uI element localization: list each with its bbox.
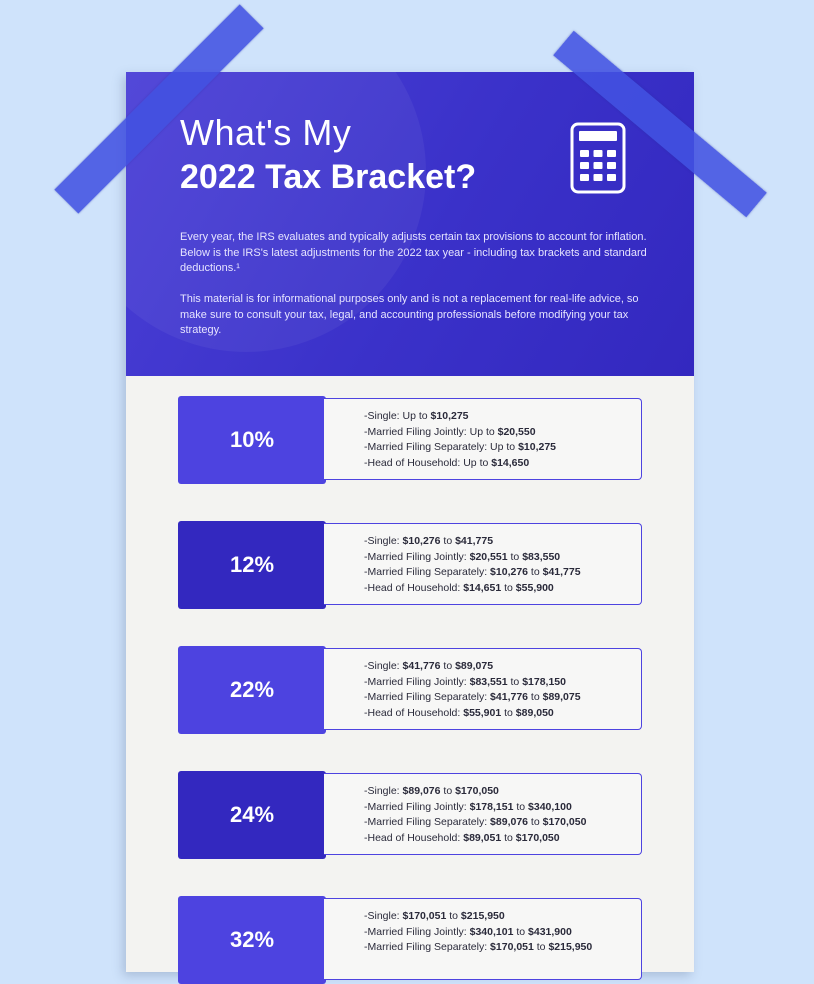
bracket-line: -Single: Up to $10,275 [364, 410, 469, 422]
title-line-1: What's My [180, 112, 352, 153]
bracket-line: -Married Filing Separately: $170,051 to $215,950 [364, 941, 593, 953]
bracket-line: -Single: $10,276 to $41,775 [364, 535, 494, 547]
tax-bracket-24-percent [178, 771, 644, 859]
intro-paragraph: Every year, the IRS evaluates and typically adjusts certain tax provisions to account for inflation. Below is the IRS's latest adjustments for the 2022 tax year - including tax brackets and standard deductions.¹ [180, 231, 647, 274]
bracket-line: -Single: $89,076 to $170,050 [364, 785, 499, 797]
title-line-2: 2022 Tax Bracket? [180, 158, 477, 196]
disclaimer-paragraph: This material is for informational purposes only and is not a replacement for real-life advice, so make sure to consult your tax, legal, and accounting professionals before modifying your tax strategy. [180, 293, 639, 336]
bracket-details [324, 773, 642, 855]
bracket-details [324, 648, 642, 730]
bracket-line: -Married Filing Jointly: $178,151 to $340,100 [364, 800, 572, 813]
bracket-line: -Married Filing Separately: $41,776 to $89,075 [364, 691, 581, 703]
tax-bracket-10-percent [178, 396, 644, 484]
bracket-rate: 22% [178, 646, 326, 734]
tax-bracket-32-percent [178, 896, 644, 984]
bracket-line: -Married Filing Separately: $89,076 to $170,050 [364, 816, 587, 828]
infographic-sheet [126, 72, 694, 972]
bracket-line: -Married Filing Jointly: Up to $20,550 [364, 425, 536, 438]
bracket-line: -Married Filing Separately: Up to $10,275 [364, 441, 557, 453]
bracket-line: -Head of Household: Up to $14,650 [364, 456, 530, 469]
bracket-line: -Head of Household: $55,901 to $89,050 [364, 706, 554, 719]
bracket-line: -Married Filing Jointly: $83,551 to $178,150 [364, 675, 566, 688]
bracket-line: -Married Filing Jointly: $20,551 to $83,550 [364, 550, 561, 563]
bracket-details [324, 898, 642, 980]
bracket-details [324, 523, 642, 605]
bracket-line: -Head of Household: $14,651 to $55,900 [364, 581, 554, 594]
bracket-details [324, 398, 642, 480]
tax-bracket-12-percent [178, 521, 644, 609]
header-banner [126, 72, 694, 376]
bracket-line: -Single: $170,051 to $215,950 [364, 910, 505, 922]
bracket-line: -Single: $41,776 to $89,075 [364, 660, 494, 672]
bracket-line: -Head of Household: $89,051 to $170,050 [364, 831, 560, 844]
bracket-rate: 32% [178, 896, 326, 984]
bracket-rate: 12% [178, 521, 326, 609]
tax-bracket-22-percent [178, 646, 644, 734]
bracket-rate: 24% [178, 771, 326, 859]
bracket-line: -Married Filing Jointly: $340,101 to $431,900 [364, 925, 572, 938]
bracket-rate: 10% [178, 396, 326, 484]
bracket-line: -Married Filing Separately: $10,276 to $41,775 [364, 566, 581, 578]
calculator-icon [570, 122, 626, 194]
